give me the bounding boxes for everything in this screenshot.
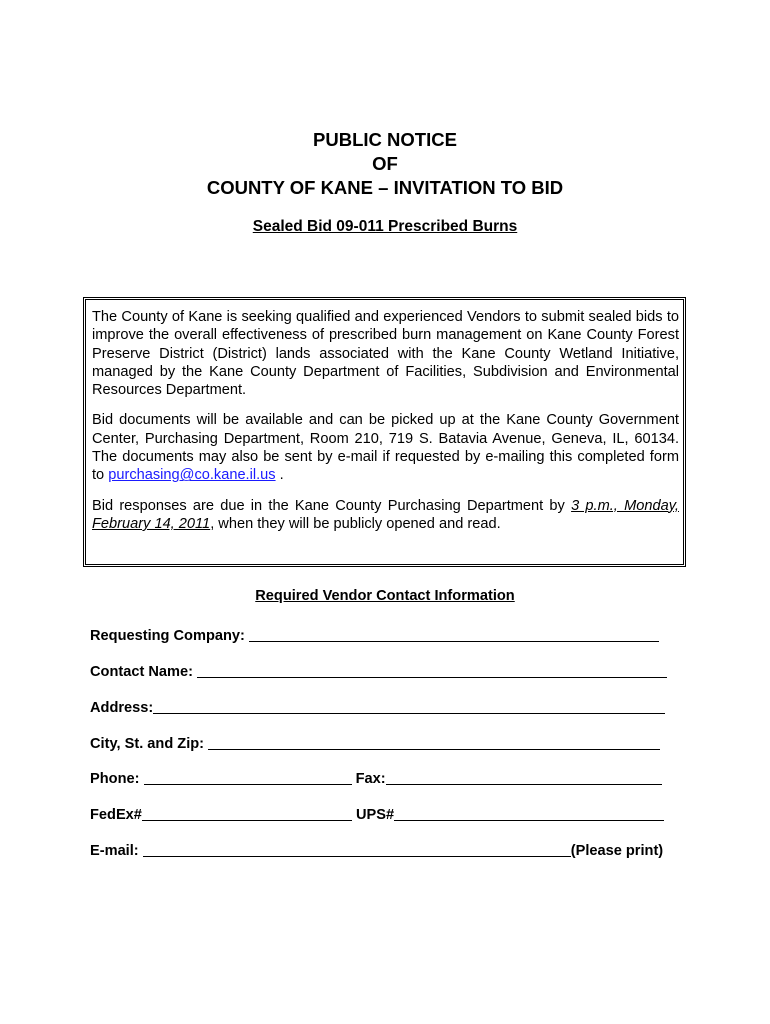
paragraph-3-end: , when they will be publicly opened and read. bbox=[210, 515, 501, 532]
address-row bbox=[90, 696, 665, 716]
email-row bbox=[90, 839, 663, 859]
purchasing-email-link[interactable]: purchasing@co.kane.il.us bbox=[108, 467, 276, 484]
paragraph-2-text: Bid documents will be available and can be picked up at the Kane County Government Center, Purchasing Department, Room 210, 719 S. Batavia Avenue, Geneva, IL, 60134. The documents may also be sent by e-mail if requested by e-mailing this completed form to bbox=[92, 412, 679, 484]
title-line-1: PUBLIC NOTICE bbox=[313, 129, 457, 150]
fedex-label: FedEx# bbox=[90, 807, 142, 823]
ups-field[interactable] bbox=[394, 805, 664, 821]
phone-field[interactable] bbox=[144, 769, 352, 785]
notice-paragraph-1: The County of Kane is seeking qualified and experienced Vendors to submit sealed bids to improve the overall effectiveness of prescribed burn management on Kane County Forest Preserve District (District) lands associated with the Kane County Wetland Initiative, managed by the Kane County Department of Facilities, Subdivision and Environmental Resources Department. bbox=[92, 309, 679, 399]
notice-paragraph-2 bbox=[92, 411, 679, 484]
title-line-3: COUNTY OF KANE – INVITATION TO BID bbox=[206, 177, 564, 198]
company-field[interactable] bbox=[249, 626, 659, 642]
notice-box bbox=[83, 297, 686, 567]
fedex-field[interactable] bbox=[142, 805, 352, 821]
city-field[interactable] bbox=[208, 734, 660, 750]
company-label: Requesting Company: bbox=[90, 628, 249, 644]
contact-label: Contact Name: bbox=[90, 664, 198, 680]
notice-title bbox=[0, 128, 770, 200]
fax-field[interactable] bbox=[386, 769, 662, 785]
title-line-2: OF bbox=[372, 153, 398, 174]
paragraph-2-end: . bbox=[275, 467, 284, 484]
please-print-note: (Please print) bbox=[570, 843, 664, 859]
paragraph-3-text: Bid responses are due in the Kane County Purchasing Department by bbox=[92, 497, 572, 514]
bid-deadline: 3 p.m., Monday, February 14, 2011 bbox=[92, 497, 679, 532]
phone-fax-row bbox=[90, 767, 662, 787]
phone-label: Phone: bbox=[90, 771, 144, 787]
ups-label: UPS# bbox=[351, 807, 395, 823]
city-label: City, St. and Zip: bbox=[90, 736, 209, 752]
email-field[interactable] bbox=[143, 841, 571, 857]
email-label: E-mail: bbox=[90, 843, 143, 859]
notice-paragraph-3 bbox=[92, 497, 679, 534]
city-row bbox=[90, 732, 660, 752]
address-field[interactable] bbox=[153, 698, 665, 714]
contact-row bbox=[90, 660, 667, 680]
contact-field[interactable] bbox=[197, 662, 667, 678]
bid-subtitle: Sealed Bid 09-011 Prescribed Burns bbox=[252, 218, 518, 235]
form-heading: Required Vendor Contact Information bbox=[255, 588, 515, 604]
fax-label: Fax: bbox=[351, 771, 386, 787]
address-label: Address: bbox=[90, 700, 154, 716]
fedex-ups-row bbox=[90, 803, 664, 823]
company-row bbox=[90, 624, 659, 644]
